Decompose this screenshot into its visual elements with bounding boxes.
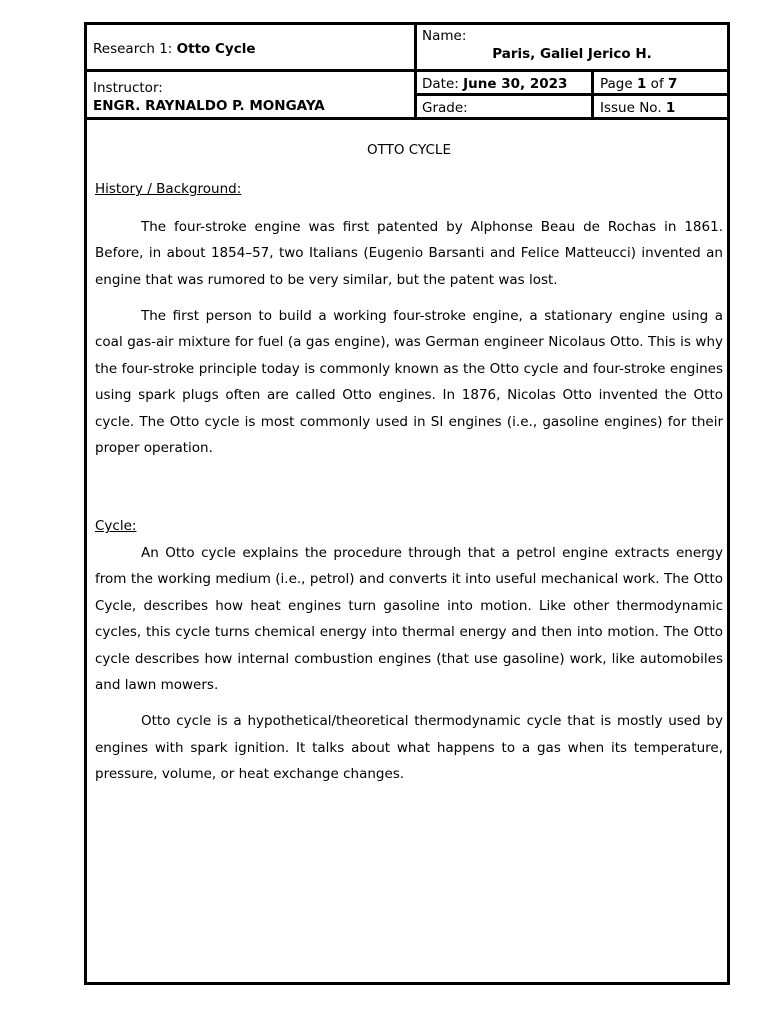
cycle-heading: Cycle: (95, 518, 137, 535)
issue-label: Issue No. (600, 100, 666, 116)
cycle-paragraph-1: An Otto cycle explains the procedure through that a petrol engine extracts energy from the working medium (i.e., petrol) and converts it into useful mechanical work. The Otto Cycle, describes how heat engines turn gasoline into motion. Like other thermodynamic cycles, this cycle turns chemical energy into thermal energy and then into motion. The Otto cycle describes how internal combustion engines (that use gasoline) work, like automobiles and lawn mowers. (95, 544, 723, 693)
page-total: 7 (668, 76, 678, 92)
page-cell (600, 76, 677, 92)
document-title: OTTO CYCLE (367, 142, 451, 158)
header-bottom-border (87, 117, 727, 120)
date-cell (422, 76, 567, 92)
research-cell (93, 41, 256, 57)
issue-value: 1 (665, 100, 676, 116)
history-paragraph-2: The first person to build a working four-stroke engine, a stationary engine using a coal gas-air mixture for fuel (a gas engine), was German engineer Nicolaus Otto. This is why the four-stroke principle today is commonly known as the Otto cycle and four-stroke engines using spark plugs often are called Otto engines. In 1876, Nicolas Otto invented the Otto cycle. The Otto cycle is most commonly used in SI engines (i.e., gasoline engines) for their proper operation. (95, 308, 723, 457)
research-title: Otto Cycle (176, 41, 256, 57)
date-label: Date: (422, 76, 464, 92)
grade-label: Grade: (422, 100, 468, 116)
name-label: Name: (422, 28, 467, 44)
instructor-label: Instructor: (93, 80, 163, 96)
name-value (422, 46, 722, 62)
document-frame (84, 22, 730, 985)
research-label: Research 1: (93, 41, 177, 57)
header-divider-horizontal (87, 69, 727, 72)
page-label: Page (600, 76, 637, 92)
instructor-value (93, 98, 325, 114)
history-heading: History / Background: (95, 181, 242, 198)
page-of: of (646, 76, 668, 92)
date-value: June 30, 2023 (463, 76, 568, 92)
header-divider-date-row (414, 93, 727, 96)
document-body (95, 137, 723, 788)
student-name: Paris, Galiel Jerico H. (492, 46, 652, 62)
page-number: 1 (636, 76, 647, 92)
issue-cell (600, 100, 675, 116)
instructor-name: ENGR. RAYNALDO P. MONGAYA (93, 98, 325, 114)
history-paragraph-1: The four-stroke engine was first patented by Alphonse Beau de Rochas in 1861. Before, in about 1854–57, two Italians (Eugenio Barsanti and Felice Matteucci) invented an engine that was rumored to be very similar, but the patent was lost. (95, 218, 723, 288)
cycle-paragraph-2: Otto cycle is a hypothetical/theoretical thermodynamic cycle that is mostly used by engines with spark ignition. It talks about what happens to a gas when its temperature, pressure, volume, or heat exchange changes. (95, 713, 723, 783)
